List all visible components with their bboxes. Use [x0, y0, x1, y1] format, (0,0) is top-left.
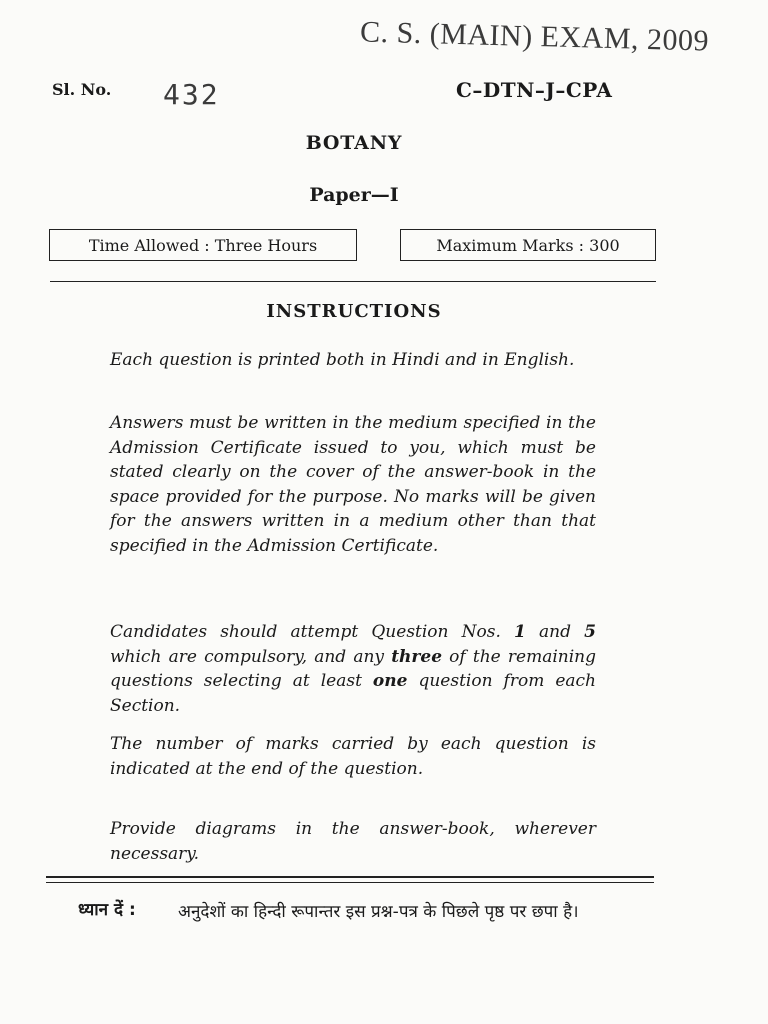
instruction-paragraph: Answers must be written in the medium specified in the Admission Certificate issued to you, which must be stated clearly on the cover of the answer-book in the space provided for the purpose. No marks will be given for the answers written in a medium other than that specified in the Admission Certificate.	[110, 413, 596, 556]
hindi-note-text: अनुदेशों का हिन्दी रूपान्तर इस प्रश्न-पत्र के पिछले पृष्ठ पर छपा है।	[178, 902, 579, 922]
maximum-marks-text: Maximum Marks : 300	[436, 235, 620, 255]
instruction-paragraph: Provide diagrams in the answer-book, wherever necessary.	[110, 819, 596, 864]
double-divider-top	[46, 876, 654, 878]
time-allowed-text: Time Allowed : Three Hours	[88, 235, 318, 255]
serial-number-label: Sl. No.	[52, 80, 112, 99]
subject-title: BOTANY	[305, 132, 403, 154]
paper-title: Paper—I	[309, 184, 399, 206]
instruction-paragraph: The number of marks carried by each question is indicated at the end of the question.	[110, 734, 596, 779]
emphasis-three: three	[391, 646, 443, 667]
instruction-paragraph: Each question is printed both in Hindi and in English.	[110, 350, 575, 370]
time-allowed-box	[49, 229, 357, 261]
exam-stamp: C. S. (MAIN) EXAM, 2009	[359, 15, 710, 58]
hindi-note-label: ध्यान दें :	[78, 900, 136, 920]
emphasis-one: one	[372, 671, 408, 692]
instruction-paragraph	[110, 620, 596, 718]
double-divider-bottom	[46, 882, 654, 883]
paper-code: C–DTN–J–CPA	[456, 78, 613, 102]
instructions-heading: INSTRUCTIONS	[266, 301, 442, 322]
instruction-text: question from each Section.	[110, 671, 596, 716]
maximum-marks-box	[400, 229, 656, 261]
instruction-text: Candidates should attempt Question Nos.	[110, 622, 515, 642]
serial-number-value: 432	[163, 78, 220, 111]
instruction-text: which are compulsory, and any	[110, 646, 392, 667]
question-number-5: 5	[584, 622, 596, 642]
instruction-text: of the remaining questions selecting at least	[110, 646, 596, 692]
instruction-text: and	[525, 622, 585, 642]
question-number-1: 1	[514, 622, 526, 642]
divider	[50, 281, 656, 282]
